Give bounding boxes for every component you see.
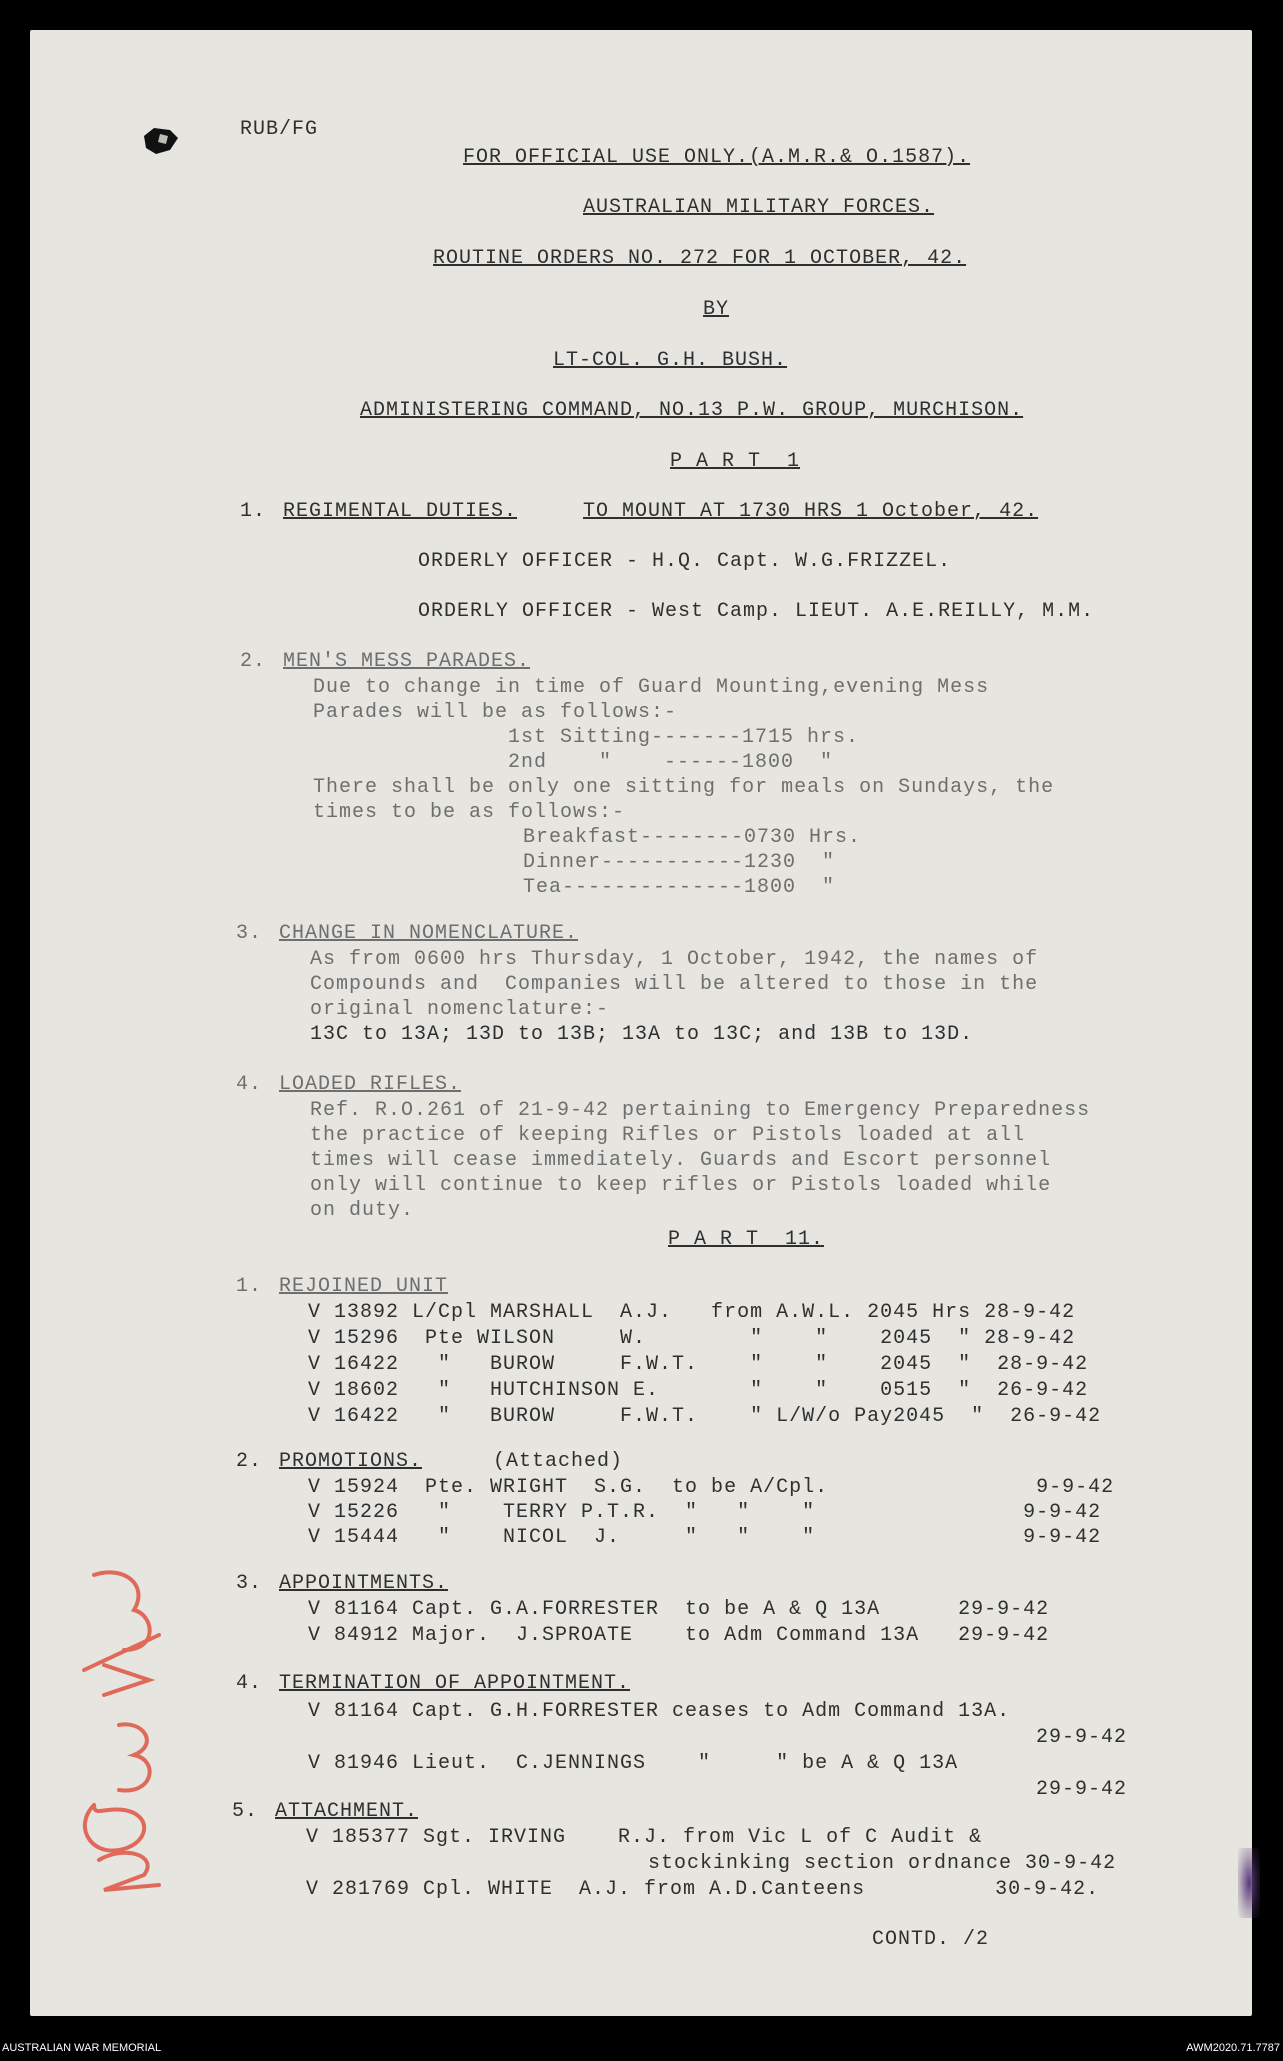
- record-row: stockinking section ordnance 30-9-42: [648, 1852, 1117, 1875]
- item-number: 4.: [236, 1073, 263, 1096]
- handwritten-annotation: [64, 1555, 174, 1895]
- part-1-title: P A R T 1: [670, 450, 801, 473]
- item-number: 1.: [236, 1275, 263, 1298]
- body-line: 1st Sitting-------1715 hrs.: [508, 726, 860, 749]
- part-2-title: P A R T 11.: [668, 1228, 825, 1251]
- by-line: BY: [703, 298, 730, 321]
- record-row: V 81164 Capt. G.A.FORRESTER to be A & Q 13A 29-9-42: [308, 1598, 1050, 1621]
- body-line: the practice of keeping Rifles or Pistols loaded at all: [310, 1124, 1026, 1147]
- body-line: Parades will be as follows:-: [313, 701, 678, 724]
- section-heading: REGIMENTAL DUTIES.: [283, 500, 518, 523]
- body-line: There shall be only one sitting for meals on Sundays, the: [313, 776, 1055, 799]
- body-line: only will continue to keep rifles or Pistols loaded while: [310, 1174, 1052, 1197]
- record-row: V 84912 Major. J.SPROATE to Adm Command 13A 29-9-42: [308, 1624, 1050, 1647]
- item-number: 2.: [236, 1450, 263, 1473]
- section-heading: APPOINTMENTS.: [279, 1572, 449, 1595]
- record-row: V 281769 Cpl. WHITE A.J. from A.D.Canteens 30-9-42.: [306, 1878, 1100, 1901]
- forces-title: AUSTRALIAN MILITARY FORCES.: [583, 196, 935, 219]
- section-heading: REJOINED UNIT: [279, 1275, 449, 1298]
- record-row: V 16422 " BUROW F.W.T. " L/W/o Pay2045 " 26-9-42: [308, 1405, 1102, 1428]
- continued-marker: CONTD. /2: [872, 1928, 990, 1951]
- item-number: 3.: [236, 1572, 263, 1595]
- record-row: V 18602 " HUTCHINSON E. " " 0515 " 26-9-42: [308, 1379, 1089, 1402]
- record-row: V 81164 Capt. G.H.FORRESTER ceases to Adm Command 13A.: [308, 1700, 1011, 1723]
- body-line: times to be as follows:-: [313, 801, 626, 824]
- body-line: on duty.: [310, 1199, 415, 1222]
- section-heading-detail: TO MOUNT AT 1730 HRS 1 October, 42.: [583, 500, 1039, 523]
- record-date: 29-9-42: [1036, 1778, 1128, 1801]
- body-line: Tea--------------1800 ": [523, 876, 836, 899]
- item-number: 1.: [240, 500, 267, 523]
- item-number: 4.: [236, 1672, 263, 1695]
- item-number: 5.: [232, 1800, 259, 1823]
- section-heading: MEN'S MESS PARADES.: [283, 650, 531, 673]
- body-line: 2nd " ------1800 ": [508, 751, 834, 774]
- command-line: ADMINISTERING COMMAND, NO.13 P.W. GROUP, MURCHISON.: [360, 399, 1024, 422]
- item-number: 2.: [240, 650, 267, 673]
- item-number: 3.: [236, 922, 263, 945]
- reference-code: RUB/FG: [240, 118, 319, 141]
- section-heading: PROMOTIONS.: [279, 1450, 423, 1473]
- body-line: 13C to 13A; 13D to 13B; 13A to 13C; and 13B to 13D.: [310, 1023, 974, 1046]
- section-heading: LOADED RIFLES.: [279, 1073, 462, 1096]
- body-line: Due to change in time of Guard Mounting,evening Mess: [313, 676, 990, 699]
- record-row: V 13892 L/Cpl MARSHALL A.J. from A.W.L. 2045 Hrs 28-9-42: [308, 1301, 1076, 1324]
- record-date: 29-9-42: [1036, 1726, 1128, 1749]
- record-row: V 15296 Pte WILSON W. " " 2045 " 28-9-42: [308, 1327, 1076, 1350]
- body-line: Ref. R.O.261 of 21-9-42 pertaining to Emergency Preparedness: [310, 1099, 1091, 1122]
- body-line: original nomenclature:-: [310, 998, 610, 1021]
- record-row: V 185377 Sgt. IRVING R.J. from Vic L of C Audit &: [306, 1826, 983, 1849]
- record-row: V 15444 " NICOL J. " " " 9-9-42: [308, 1526, 1102, 1549]
- official-use-line: FOR OFFICIAL USE ONLY.(A.M.R.& O.1587).: [463, 146, 971, 169]
- orderly-officer-hq: ORDERLY OFFICER - H.Q. Capt. W.G.FRIZZEL.: [418, 550, 952, 573]
- footer-institution: AUSTRALIAN WAR MEMORIAL: [2, 2042, 162, 2054]
- section-heading-detail: (Attached): [493, 1450, 624, 1473]
- body-line: Dinner-----------1230 ": [523, 851, 836, 874]
- ink-stain: [1238, 1848, 1260, 1918]
- record-row: V 16422 " BUROW F.W.T. " " 2045 " 28-9-42: [308, 1353, 1089, 1376]
- section-heading: TERMINATION OF APPOINTMENT.: [279, 1672, 631, 1695]
- section-heading: CHANGE IN NOMENCLATURE.: [279, 922, 579, 945]
- body-line: Breakfast--------0730 Hrs.: [523, 826, 862, 849]
- footer-accession-number: AWM2020.71.7787: [1186, 2042, 1280, 2054]
- body-line: Compounds and Companies will be altered to those in the: [310, 973, 1039, 996]
- officer-name: LT-COL. G.H. BUSH.: [553, 349, 788, 372]
- record-row: V 81946 Lieut. C.JENNINGS " " be A & Q 13A: [308, 1752, 959, 1775]
- punch-hole: [140, 124, 182, 158]
- body-line: As from 0600 hrs Thursday, 1 October, 1942, the names of: [310, 948, 1039, 971]
- orders-title: ROUTINE ORDERS NO. 272 FOR 1 OCTOBER, 42.: [433, 247, 967, 270]
- record-row: V 15924 Pte. WRIGHT S.G. to be A/Cpl. 9-9-42: [308, 1476, 1115, 1499]
- section-heading: ATTACHMENT.: [275, 1800, 419, 1823]
- record-row: V 15226 " TERRY P.T.R. " " " 9-9-42: [308, 1501, 1102, 1524]
- orderly-officer-west: ORDERLY OFFICER - West Camp. LIEUT. A.E.REILLY, M.M.: [418, 600, 1095, 623]
- body-line: times will cease immediately. Guards and Escort personnel: [310, 1149, 1052, 1172]
